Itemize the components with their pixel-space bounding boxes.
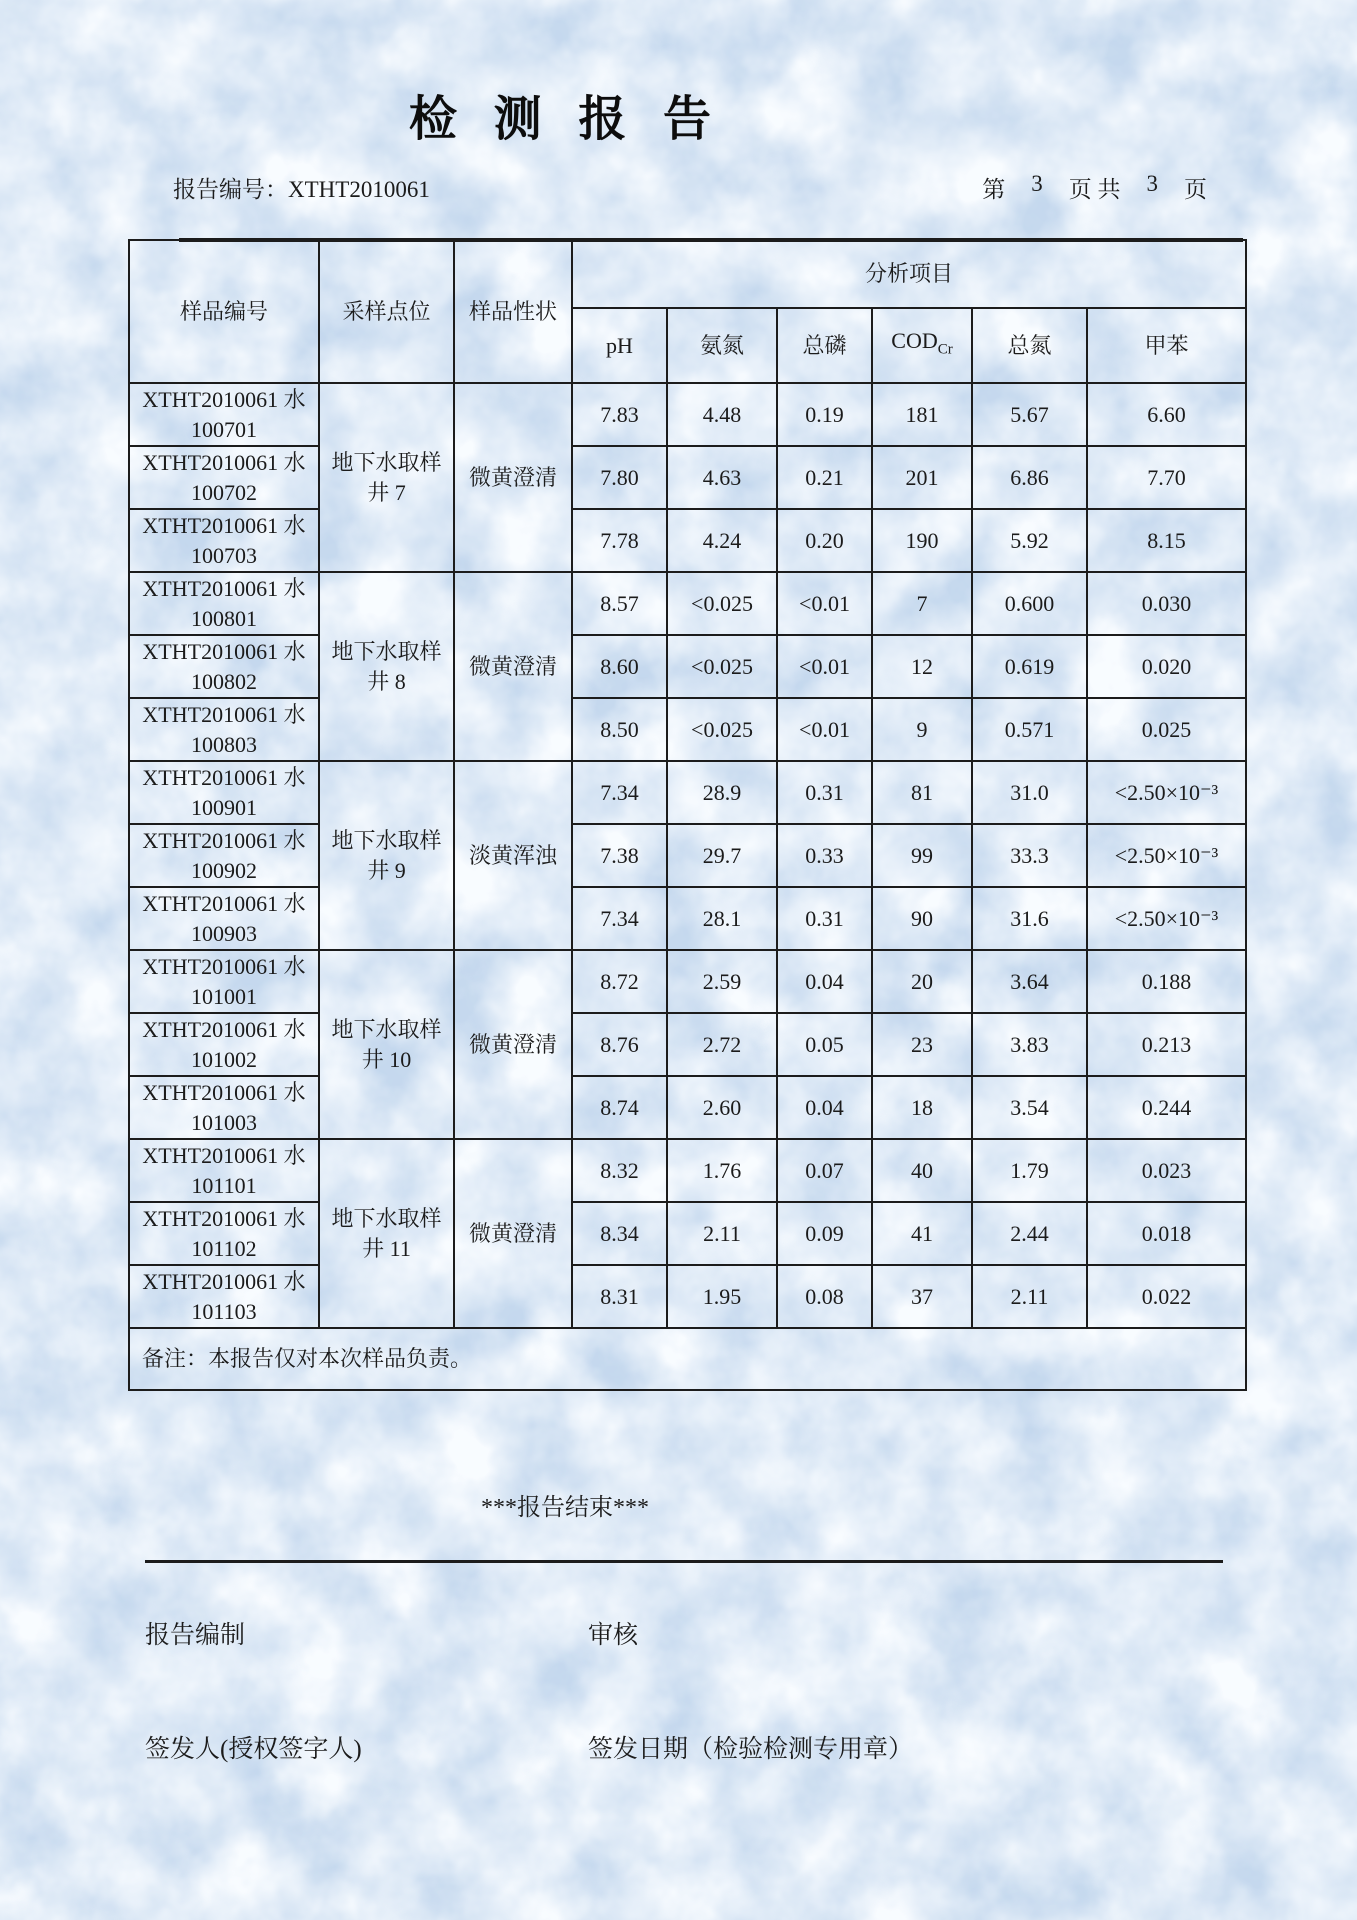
sample-id-cell xyxy=(129,824,319,887)
value-cell: 0.020 xyxy=(1087,635,1246,698)
sample-id-line1: XTHT2010061 水 xyxy=(142,953,306,979)
sample-id-line2: 100902 xyxy=(191,857,257,883)
col-header-sample-id: 样品编号 xyxy=(129,240,319,383)
page-indicator-part: 第 xyxy=(982,177,1006,202)
value-cell: 12 xyxy=(872,635,972,698)
value-cell: 4.48 xyxy=(667,383,777,446)
table-row xyxy=(129,572,1246,635)
table-row xyxy=(129,824,1246,887)
table-row xyxy=(129,1202,1246,1265)
value-cell: 28.9 xyxy=(667,761,777,824)
table-row xyxy=(129,1265,1246,1328)
value-cell: 0.09 xyxy=(777,1202,872,1265)
value-cell: 9 xyxy=(872,698,972,761)
sampling-point-line2: 井 8 xyxy=(367,668,406,694)
sample-id-line2: 101101 xyxy=(191,1172,257,1198)
sample-id-cell xyxy=(129,509,319,572)
value-cell: 33.3 xyxy=(972,824,1087,887)
note-cell: 备注：本报告仅对本次样品负责。 xyxy=(129,1328,1246,1390)
col-header-toluene: 甲苯 xyxy=(1087,308,1246,383)
value-cell: 23 xyxy=(872,1013,972,1076)
table-row xyxy=(129,1013,1246,1076)
value-cell: 5.92 xyxy=(972,509,1087,572)
sample-id-cell xyxy=(129,1013,319,1076)
sampling-point-line1: 地下水取样 xyxy=(331,449,442,475)
table-row xyxy=(129,1139,1246,1202)
sample-id-line2: 101103 xyxy=(191,1298,257,1324)
results-table-body xyxy=(129,383,1246,1328)
value-cell: 0.04 xyxy=(777,1076,872,1139)
value-cell: 31.6 xyxy=(972,887,1087,950)
sample-id-line2: 100901 xyxy=(191,794,257,820)
sample-id-cell xyxy=(129,761,319,824)
value-cell: 0.025 xyxy=(1087,698,1246,761)
table-row xyxy=(129,383,1246,446)
table-row xyxy=(129,950,1246,1013)
reviewed-by-label: 审核 xyxy=(588,1622,639,1649)
value-cell: 7.83 xyxy=(572,383,667,446)
table-row xyxy=(129,887,1246,950)
value-cell: 8.76 xyxy=(572,1013,667,1076)
sample-id-line1: XTHT2010061 水 xyxy=(142,449,306,475)
sampling-point-cell xyxy=(319,761,454,950)
page-indicator xyxy=(982,171,1207,204)
sample-id-line2: 101002 xyxy=(191,1046,257,1072)
value-cell: 2.72 xyxy=(667,1013,777,1076)
sample-id-line1: XTHT2010061 水 xyxy=(142,1268,306,1294)
sample-id-cell xyxy=(129,446,319,509)
sampling-point-line1: 地下水取样 xyxy=(331,1016,442,1042)
sample-id-line2: 101001 xyxy=(191,983,257,1009)
value-cell: 7 xyxy=(872,572,972,635)
page-indicator-part: 页 xyxy=(1184,177,1207,202)
value-cell: 0.023 xyxy=(1087,1139,1246,1202)
value-cell: 1.76 xyxy=(667,1139,777,1202)
value-cell: 2.11 xyxy=(667,1202,777,1265)
sample-id-line2: 101003 xyxy=(191,1109,257,1135)
sample-id-cell xyxy=(129,635,319,698)
sample-id-line2: 100802 xyxy=(191,668,257,694)
value-cell: 190 xyxy=(872,509,972,572)
value-cell: <2.50×10⁻³ xyxy=(1087,887,1246,950)
value-cell: 31.0 xyxy=(972,761,1087,824)
value-cell: 0.20 xyxy=(777,509,872,572)
sampling-point-cell xyxy=(319,950,454,1139)
value-cell: 0.244 xyxy=(1087,1076,1246,1139)
signature-row-2 xyxy=(115,1729,1245,1765)
value-cell: 7.38 xyxy=(572,824,667,887)
value-cell: 81 xyxy=(872,761,972,824)
col-header-ammonia-nitrogen: 氨氮 xyxy=(667,308,777,383)
report-number xyxy=(173,171,430,204)
value-cell: <2.50×10⁻³ xyxy=(1087,824,1246,887)
cod-subscript: Cr xyxy=(937,341,953,358)
value-cell: 0.619 xyxy=(972,635,1087,698)
value-cell: 0.08 xyxy=(777,1265,872,1328)
table-row xyxy=(129,698,1246,761)
value-cell: 8.57 xyxy=(572,572,667,635)
signature-divider-line xyxy=(145,1560,1223,1563)
value-cell: <0.01 xyxy=(777,572,872,635)
sample-id-line2: 100801 xyxy=(191,605,257,631)
table-row xyxy=(129,446,1246,509)
issue-date-label: 签发日期（检验检测专用章） xyxy=(588,1736,914,1763)
value-cell: 20 xyxy=(872,950,972,1013)
signature-row-1 xyxy=(115,1615,1245,1651)
value-cell: 7.78 xyxy=(572,509,667,572)
value-cell: 1.79 xyxy=(972,1139,1087,1202)
sample-id-line2: 100803 xyxy=(191,731,257,757)
report-end-marker: ***报告结束*** xyxy=(481,1495,649,1521)
value-cell: 0.21 xyxy=(777,446,872,509)
sample-id-cell xyxy=(129,1265,319,1328)
value-cell: 8.32 xyxy=(572,1139,667,1202)
col-header-sample-character: 样品性状 xyxy=(454,240,572,383)
value-cell: 90 xyxy=(872,887,972,950)
cod-label: COD xyxy=(891,328,938,354)
value-cell: 0.19 xyxy=(777,383,872,446)
sample-character-cell: 微黄澄清 xyxy=(454,383,572,572)
value-cell: 8.74 xyxy=(572,1076,667,1139)
report-number-label: 报告编号： xyxy=(173,177,288,202)
value-cell: <0.025 xyxy=(667,635,777,698)
page-number-current: 3 xyxy=(1031,171,1043,196)
col-header-cod-cr xyxy=(872,308,972,383)
sample-id-line2: 101102 xyxy=(191,1235,257,1261)
value-cell: 7.70 xyxy=(1087,446,1246,509)
value-cell: 0.600 xyxy=(972,572,1087,635)
value-cell: 2.11 xyxy=(972,1265,1087,1328)
sampling-point-line1: 地下水取样 xyxy=(331,638,442,664)
sample-character-cell: 微黄澄清 xyxy=(454,950,572,1139)
sample-id-line2: 100702 xyxy=(191,479,257,505)
sampling-point-cell xyxy=(319,572,454,761)
value-cell: 0.571 xyxy=(972,698,1087,761)
col-header-total-nitrogen: 总氮 xyxy=(972,308,1087,383)
sampling-point-line2: 井 9 xyxy=(367,857,406,883)
report-meta-row xyxy=(115,171,1245,204)
results-table-note xyxy=(129,1328,1246,1390)
sample-id-line1: XTHT2010061 水 xyxy=(142,1142,306,1168)
table-row xyxy=(129,509,1246,572)
value-cell: 29.7 xyxy=(667,824,777,887)
sampling-point-cell xyxy=(319,1139,454,1328)
value-cell: 0.022 xyxy=(1087,1265,1246,1328)
sample-id-line1: XTHT2010061 水 xyxy=(142,638,306,664)
value-cell: 0.07 xyxy=(777,1139,872,1202)
value-cell: 8.31 xyxy=(572,1265,667,1328)
value-cell: 2.60 xyxy=(667,1076,777,1139)
value-cell: 2.59 xyxy=(667,950,777,1013)
value-cell: <0.01 xyxy=(777,635,872,698)
value-cell: <0.01 xyxy=(777,698,872,761)
value-cell: 28.1 xyxy=(667,887,777,950)
report-number-value: XTHT2010061 xyxy=(288,177,430,202)
col-header-total-phosphorus: 总磷 xyxy=(777,308,872,383)
value-cell: 6.86 xyxy=(972,446,1087,509)
value-cell: 40 xyxy=(872,1139,972,1202)
sampling-point-line2: 井 11 xyxy=(362,1235,411,1261)
sample-id-line2: 100703 xyxy=(191,542,257,568)
sample-id-cell xyxy=(129,1139,319,1202)
table-row xyxy=(129,635,1246,698)
value-cell: 99 xyxy=(872,824,972,887)
page-title: 检 测 报 告 xyxy=(408,91,722,147)
value-cell: 8.34 xyxy=(572,1202,667,1265)
value-cell: 0.04 xyxy=(777,950,872,1013)
value-cell: 5.67 xyxy=(972,383,1087,446)
sample-id-line1: XTHT2010061 水 xyxy=(142,512,306,538)
value-cell: 8.15 xyxy=(1087,509,1246,572)
value-cell: 8.60 xyxy=(572,635,667,698)
prepared-by-label: 报告编制 xyxy=(145,1622,246,1649)
value-cell: 3.64 xyxy=(972,950,1087,1013)
value-cell: 37 xyxy=(872,1265,972,1328)
value-cell: 7.34 xyxy=(572,761,667,824)
value-cell: 6.60 xyxy=(1087,383,1246,446)
sampling-point-cell xyxy=(319,383,454,572)
table-row xyxy=(129,761,1246,824)
value-cell: 4.63 xyxy=(667,446,777,509)
sample-id-cell xyxy=(129,698,319,761)
sample-character-cell: 微黄澄清 xyxy=(454,1139,572,1328)
col-header-ph: pH xyxy=(572,308,667,383)
value-cell: 7.80 xyxy=(572,446,667,509)
value-cell: 0.030 xyxy=(1087,572,1246,635)
value-cell: 3.83 xyxy=(972,1013,1087,1076)
value-cell: <0.025 xyxy=(667,698,777,761)
value-cell: 0.33 xyxy=(777,824,872,887)
value-cell: 0.213 xyxy=(1087,1013,1246,1076)
sampling-point-line2: 井 7 xyxy=(367,479,406,505)
value-cell: 201 xyxy=(872,446,972,509)
sample-id-line1: XTHT2010061 水 xyxy=(142,575,306,601)
page-indicator-part: 页 共 xyxy=(1068,177,1121,202)
sample-id-cell xyxy=(129,1076,319,1139)
sampling-point-line2: 井 10 xyxy=(361,1046,412,1072)
value-cell: <0.025 xyxy=(667,572,777,635)
value-cell: 18 xyxy=(872,1076,972,1139)
sample-id-cell xyxy=(129,572,319,635)
value-cell: 0.188 xyxy=(1087,950,1246,1013)
note-row xyxy=(129,1328,1246,1390)
col-header-sampling-point: 采样点位 xyxy=(319,240,454,383)
issuer-label: 签发人(授权签字人) xyxy=(145,1736,362,1763)
value-cell: 8.72 xyxy=(572,950,667,1013)
sample-character-cell: 微黄澄清 xyxy=(454,572,572,761)
value-cell: 0.31 xyxy=(777,887,872,950)
results-table xyxy=(128,239,1247,1391)
sample-id-cell xyxy=(129,383,319,446)
sample-id-cell xyxy=(129,1202,319,1265)
sample-id-line1: XTHT2010061 水 xyxy=(142,1079,306,1105)
sample-id-line2: 100701 xyxy=(191,416,257,442)
value-cell: 181 xyxy=(872,383,972,446)
page-number-total: 3 xyxy=(1146,171,1158,196)
value-cell: 41 xyxy=(872,1202,972,1265)
col-header-analysis-items: 分析项目 xyxy=(572,240,1246,308)
sample-id-line1: XTHT2010061 水 xyxy=(142,1205,306,1231)
value-cell: <2.50×10⁻³ xyxy=(1087,761,1246,824)
sample-id-line1: XTHT2010061 水 xyxy=(142,890,306,916)
sample-id-line1: XTHT2010061 水 xyxy=(142,827,306,853)
table-header-row-1 xyxy=(129,240,1246,308)
sample-id-cell xyxy=(129,887,319,950)
value-cell: 0.05 xyxy=(777,1013,872,1076)
report-page xyxy=(115,0,1245,1765)
sampling-point-line1: 地下水取样 xyxy=(331,1205,442,1231)
value-cell: 4.24 xyxy=(667,509,777,572)
value-cell: 1.95 xyxy=(667,1265,777,1328)
sample-id-line1: XTHT2010061 水 xyxy=(142,1016,306,1042)
sample-character-cell: 淡黄浑浊 xyxy=(454,761,572,950)
sample-id-line2: 100903 xyxy=(191,920,257,946)
sample-id-cell xyxy=(129,950,319,1013)
sample-id-line1: XTHT2010061 水 xyxy=(142,701,306,727)
sampling-point-line1: 地下水取样 xyxy=(331,827,442,853)
value-cell: 2.44 xyxy=(972,1202,1087,1265)
value-cell: 7.34 xyxy=(572,887,667,950)
sample-id-line1: XTHT2010061 水 xyxy=(142,386,306,412)
value-cell: 8.50 xyxy=(572,698,667,761)
value-cell: 0.31 xyxy=(777,761,872,824)
table-row xyxy=(129,1076,1246,1139)
sample-id-line1: XTHT2010061 水 xyxy=(142,764,306,790)
value-cell: 3.54 xyxy=(972,1076,1087,1139)
value-cell: 0.018 xyxy=(1087,1202,1246,1265)
